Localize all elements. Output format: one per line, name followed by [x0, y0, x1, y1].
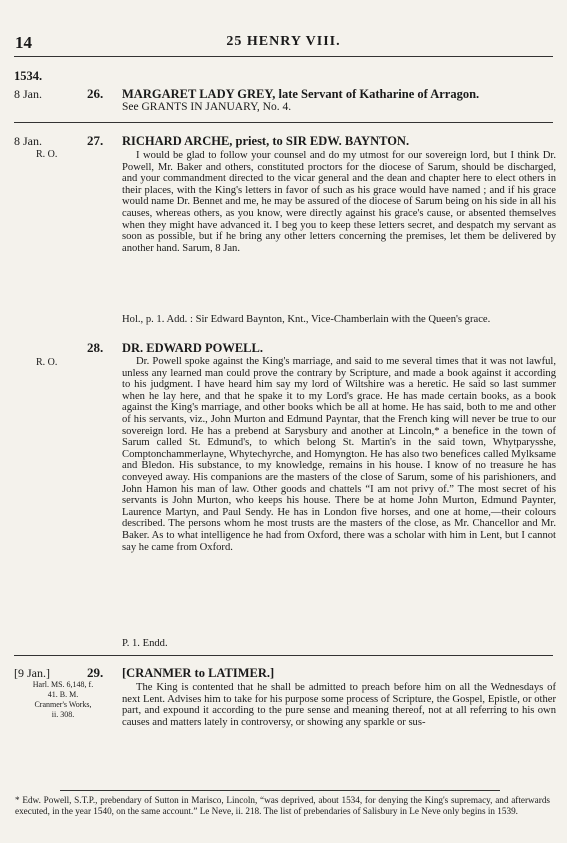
footnote-rule	[60, 790, 500, 791]
entry-28-source: R. O.	[36, 357, 58, 368]
entry-26-date: 8 Jan.	[14, 87, 42, 101]
entry-26-see-reference: See GRANTS IN JANUARY, No. 4.	[122, 101, 292, 113]
entry-29-date: [9 Jan.]	[14, 666, 50, 680]
separator-rule-2	[14, 655, 553, 656]
entry-29-title: [CRANMER to LATIMER.]	[122, 666, 275, 680]
entry-28-endnote: P. 1. Endd.	[122, 638, 168, 649]
entry-28-number: 28.	[87, 340, 104, 355]
entry-28-body: Dr. Powell spoke against the King's marriage, and said to me several times that it was not lawful, unless any learned man could prove the contrary by Scripture, and made a book against it according to his judgment. I have heard him say my lord of Wiltshire was a heretic. He said so last summer when he lay here, and that he spake it to my Lord's grace. He has made certain books, as a book against the King's marriage, and other books which be all at home. He has said, both to me and other of his servants, viz., John Murton and Edmund Payntar, that the French king will never be true to our sovereign lord. He has a prebend at Sarysbury and another at Lincoln,* a benefice in the town of Sarum called St. Edmund's, to which belong St. Martin's in the said town, Whytparysshe, Comptonchammerlayne, Whytechyrche, and Homyngton. He has also two benefices called Mylksame and Bledon. His substance, to my knowledge, remains in his house. I know of no treasure he has conveyed away. His companions are the masters of the close of Sarum, some of his parishioners, and John Hamon his man of law. Other goods and chattels “I am not privy of.” The most secret of his servants is John Murton, who keeps his house. There be at home John Murton, Edmund Paynter, Laurence Martyn, and Paul Sendy. He has in London five horses, and one at home,—their colours described. The persons whom he most trusts are the masters of the close, as Mr. Chancellor and Mr. Baker. As to what intelligence he had from Oxford, there was a scholar with him in Lent, but I cannot say he came from Oxford.	[122, 356, 556, 553]
entry-26-number: 26.	[87, 86, 104, 101]
separator-rule-1	[14, 122, 553, 123]
year-label: 1534.	[14, 69, 43, 83]
entry-27-date: 8 Jan.	[14, 134, 42, 148]
entry-29-number: 29.	[87, 665, 104, 680]
entry-27-endnote: Hol., p. 1. Add. : Sir Edward Baynton, Knt., Vice-Chamberlain with the Queen's grace.	[122, 314, 491, 325]
entry-28-title: DR. EDWARD POWELL.	[122, 341, 263, 355]
page-header	[0, 33, 567, 53]
header-rule	[14, 56, 553, 57]
page-number: 14	[15, 33, 32, 52]
entry-27-body: I would be glad to follow your counsel and do my utmost for our sovereign lord, but I think Dr. Powell, Mr. Baker and others, constituted proctors for the diocese of Sarum, should be discharged, and your commandment directed to the vicar general and the dean and chapter here to elect others in their places, with the King's letters in favor of such as his grace would have named ; and if his grace would name Dr. Bennet and me, he may be assured of the diocese of Sarum being on his side in all his causes, whereas others, as you know, were directly against his grace's cause, or absented themselves when they might have advanced it. I beg you to keep these letters secret, and despatch my servant as soon as possible, but if he bring any other letters concerning the premises, let them be delivered by another hand. Sarum, 8 Jan.	[122, 150, 556, 254]
entry-27-title: RICHARD ARCHE, priest, to SIR EDW. BAYNTON.	[122, 134, 410, 148]
entry-29-body: The King is contented that he shall be admitted to preach before him on all the Wednesdays of next Lent. Advises him to take for his purpose some process of Scripture, the Gospel, Epistle, or other part, and expound it according to the pure sense and meaning thereof, not at all referring to his own causes and matters lately in controversy, or showing any sparkle or sus-	[122, 682, 556, 728]
footnote: * Edw. Powell, S.T.P., prebendary of Sutton in Marisco, Lincoln, “was deprived, about 1534, for denying the King's supremacy, and afterwards executed, in the year 1540, on the same account.” Le Neve, ii. 218. The list of prebendaries of Salisbury in Le Neve only begins in 1539.	[15, 795, 550, 816]
entry-27-number: 27.	[87, 133, 104, 148]
entry-26-title: MARGARET LADY GREY, late Servant of Katharine of Arragon.	[122, 87, 480, 101]
entry-29-source: Harl. MS. 6,148, f. 41. B. M. Cranmer's Works, ii. 308.	[32, 680, 94, 719]
running-head: 25 HENRY VIII.	[226, 34, 341, 49]
entry-27-source: R. O.	[36, 149, 58, 160]
